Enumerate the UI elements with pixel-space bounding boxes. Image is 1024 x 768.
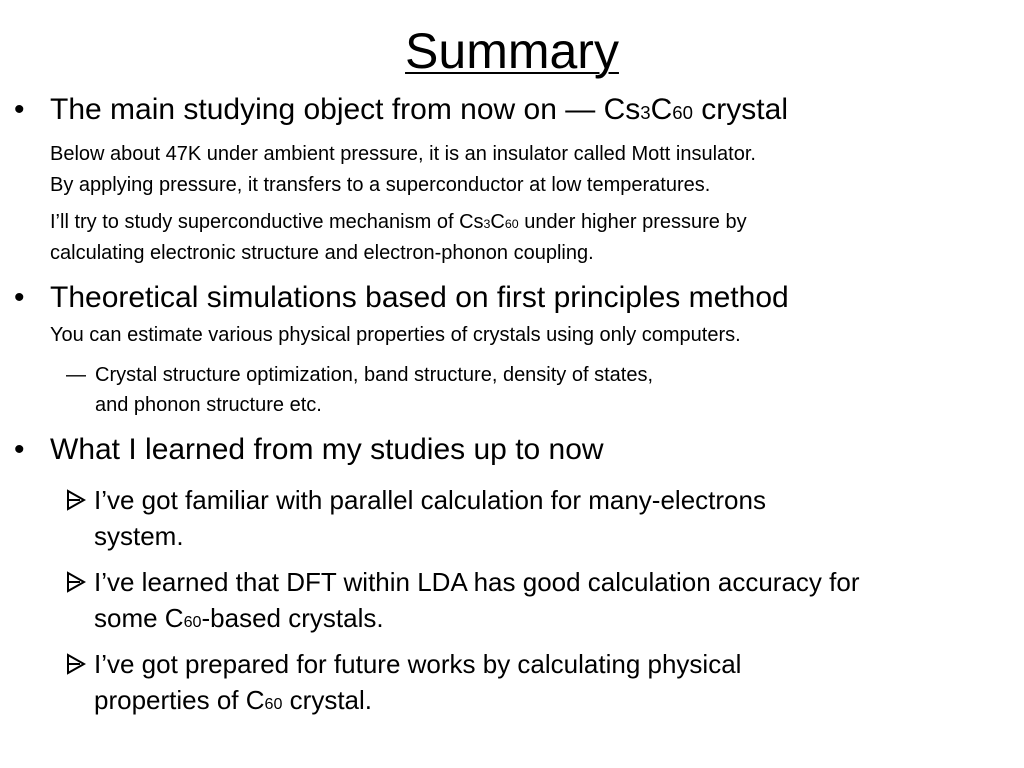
simulation-items-text-cont: and phonon structure etc. bbox=[95, 394, 322, 416]
triangle-arrow-icon bbox=[66, 653, 86, 675]
bullet-main-object: The main studying object from now on — Cs3C60 crystal bbox=[50, 93, 788, 126]
slide-title: Summary bbox=[405, 23, 619, 79]
bullet-dot: • bbox=[14, 93, 25, 126]
learned-item-prepared: I’ve got prepared for future works by calculating physical bbox=[94, 649, 742, 679]
triangle-arrow-icon bbox=[66, 571, 86, 593]
study-plan-text: I’ll try to study superconductive mechanism of Cs3C60 under higher pressure by bbox=[50, 211, 747, 233]
learned-item-parallel-cont: system. bbox=[94, 521, 184, 551]
learned-item-dft: I’ve learned that DFT within LDA has good calculation accuracy for bbox=[94, 567, 860, 597]
simulation-items-text: Crystal structure optimization, band structure, density of states, bbox=[95, 364, 654, 386]
dash-marker: — bbox=[66, 364, 86, 386]
triangle-arrow-icon bbox=[66, 489, 86, 511]
learned-item-prepared-cont: properties of C60 crystal. bbox=[94, 685, 373, 715]
learned-item-parallel: I’ve got familiar with parallel calculation for many-electrons bbox=[94, 485, 766, 515]
bullet-simulations: Theoretical simulations based on first principles method bbox=[50, 281, 789, 314]
bullet-dot: • bbox=[14, 433, 25, 466]
bullet-dot: • bbox=[14, 281, 25, 314]
mott-insulator-text: Below about 47K under ambient pressure, it is an insulator called Mott insulator. bbox=[50, 143, 756, 165]
study-plan-text-cont: calculating electronic structure and electron-phonon coupling. bbox=[50, 242, 594, 264]
simulation-desc-text: You can estimate various physical properties of crystals using only computers. bbox=[50, 324, 741, 346]
bullet-learned: What I learned from my studies up to now bbox=[50, 433, 604, 466]
pressure-superconductor-text: By applying pressure, it transfers to a superconductor at low temperatures. bbox=[50, 174, 711, 196]
learned-item-dft-cont: some C60-based crystals. bbox=[94, 603, 384, 633]
